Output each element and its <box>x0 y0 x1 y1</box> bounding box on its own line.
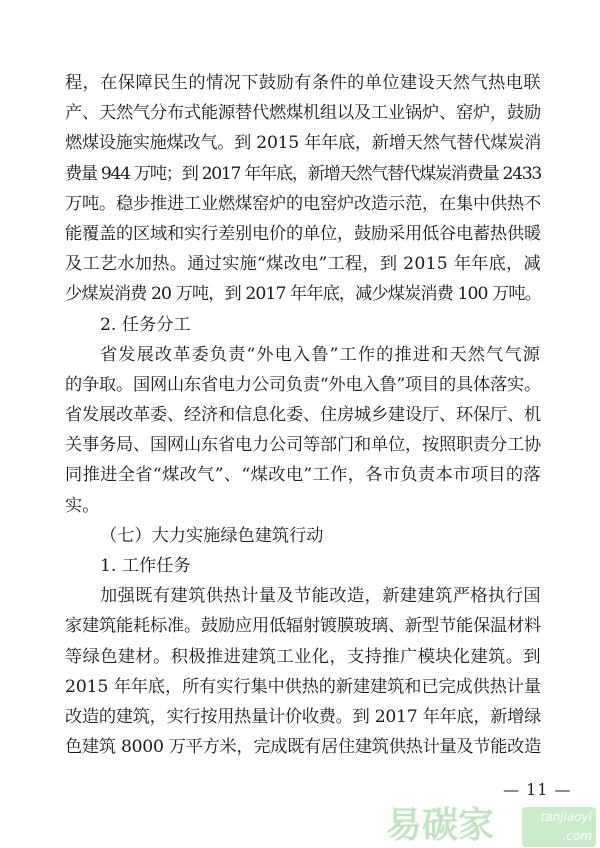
watermark-brand: 易碳家 <box>386 805 495 846</box>
text-line: 同推进全省“煤改气”、“煤改电”工作，各市负责本市项目的落 <box>65 465 542 486</box>
subheading-task-division: 2. 任务分工 <box>100 314 191 335</box>
page-number: — 11 — <box>503 780 572 799</box>
text-line: 的争取。国网山东省电力公司负责“外电入鲁”项目的具体落实。 <box>65 374 541 395</box>
text-line: 少煤炭消费 20 万吨，到 2017 年年底，减少煤炭消费 100 万吨。 <box>65 284 541 305</box>
subheading-work-tasks: 1. 工作任务 <box>100 556 191 576</box>
text-line: 加强既有建筑供热计量及节能改造，新建建筑严格执行国 <box>100 586 541 607</box>
watermark-domain: tanjiaoyi <box>540 810 592 824</box>
text-line: 程，在保障民生的情况下鼓励有条件的单位建设天然气热电联 <box>65 73 541 93</box>
watermark-logo <box>386 805 600 848</box>
text-line: 及工艺水加热。通过实施“煤改电”工程，到 2015 年年底，减 <box>65 254 541 275</box>
text-line: 改造的建筑，实行按用热量计价收费。到 2017 年年底，新增绿 <box>65 706 541 727</box>
text-line: 关事务局、国网山东省电力公司等部门和单位，按照职责分工协 <box>65 435 541 456</box>
document-body <box>65 68 541 762</box>
text-line: 2015 年年底，所有实行集中供热的新建建筑和已完成供热计量 <box>65 676 541 697</box>
watermark-domain-box <box>522 807 596 847</box>
text-line: 色建筑 8000 万平方米，完成既有居住建筑供热计量及节能改造 <box>65 737 541 758</box>
text-line: 等绿色建材。积极推进建筑工业化，支持推广模块化建筑。到 <box>65 646 541 667</box>
text-line: 实。 <box>65 495 100 516</box>
text-line: 产、天然气分布式能源替代燃煤机组以及工业锅炉、窑炉，鼓励 <box>65 103 541 124</box>
watermark-tld: .com <box>562 829 592 843</box>
text-line: 家建筑能耗标准。鼓励应用低辐射镀膜玻璃、新型节能保温材料 <box>65 616 541 637</box>
text-line: 省发展改革委负责“外电入鲁”工作的推进和天然气气源 <box>100 344 541 365</box>
text-line: 燃煤设施实施煤改气。到 2015 年年底，新增天然气替代煤炭消 <box>65 133 541 154</box>
text-line: 万吨。稳步推进工业燃煤窑炉的电窑炉改造示范，在集中供热不 <box>65 193 541 214</box>
section-heading-green-building: （七）大力实施绿色建筑行动 <box>100 525 324 546</box>
text-line: 能覆盖的区域和实行差别电价的单位，鼓励采用低谷电蓄热供暖 <box>65 223 541 244</box>
text-line: 省发展改革委、经济和信息化委、住房城乡建设厅、环保厅、机 <box>65 405 541 426</box>
text-line: 费量 944 万吨；到 2017 年年底，新增天然气替代煤炭消费量 2433 <box>65 163 541 184</box>
